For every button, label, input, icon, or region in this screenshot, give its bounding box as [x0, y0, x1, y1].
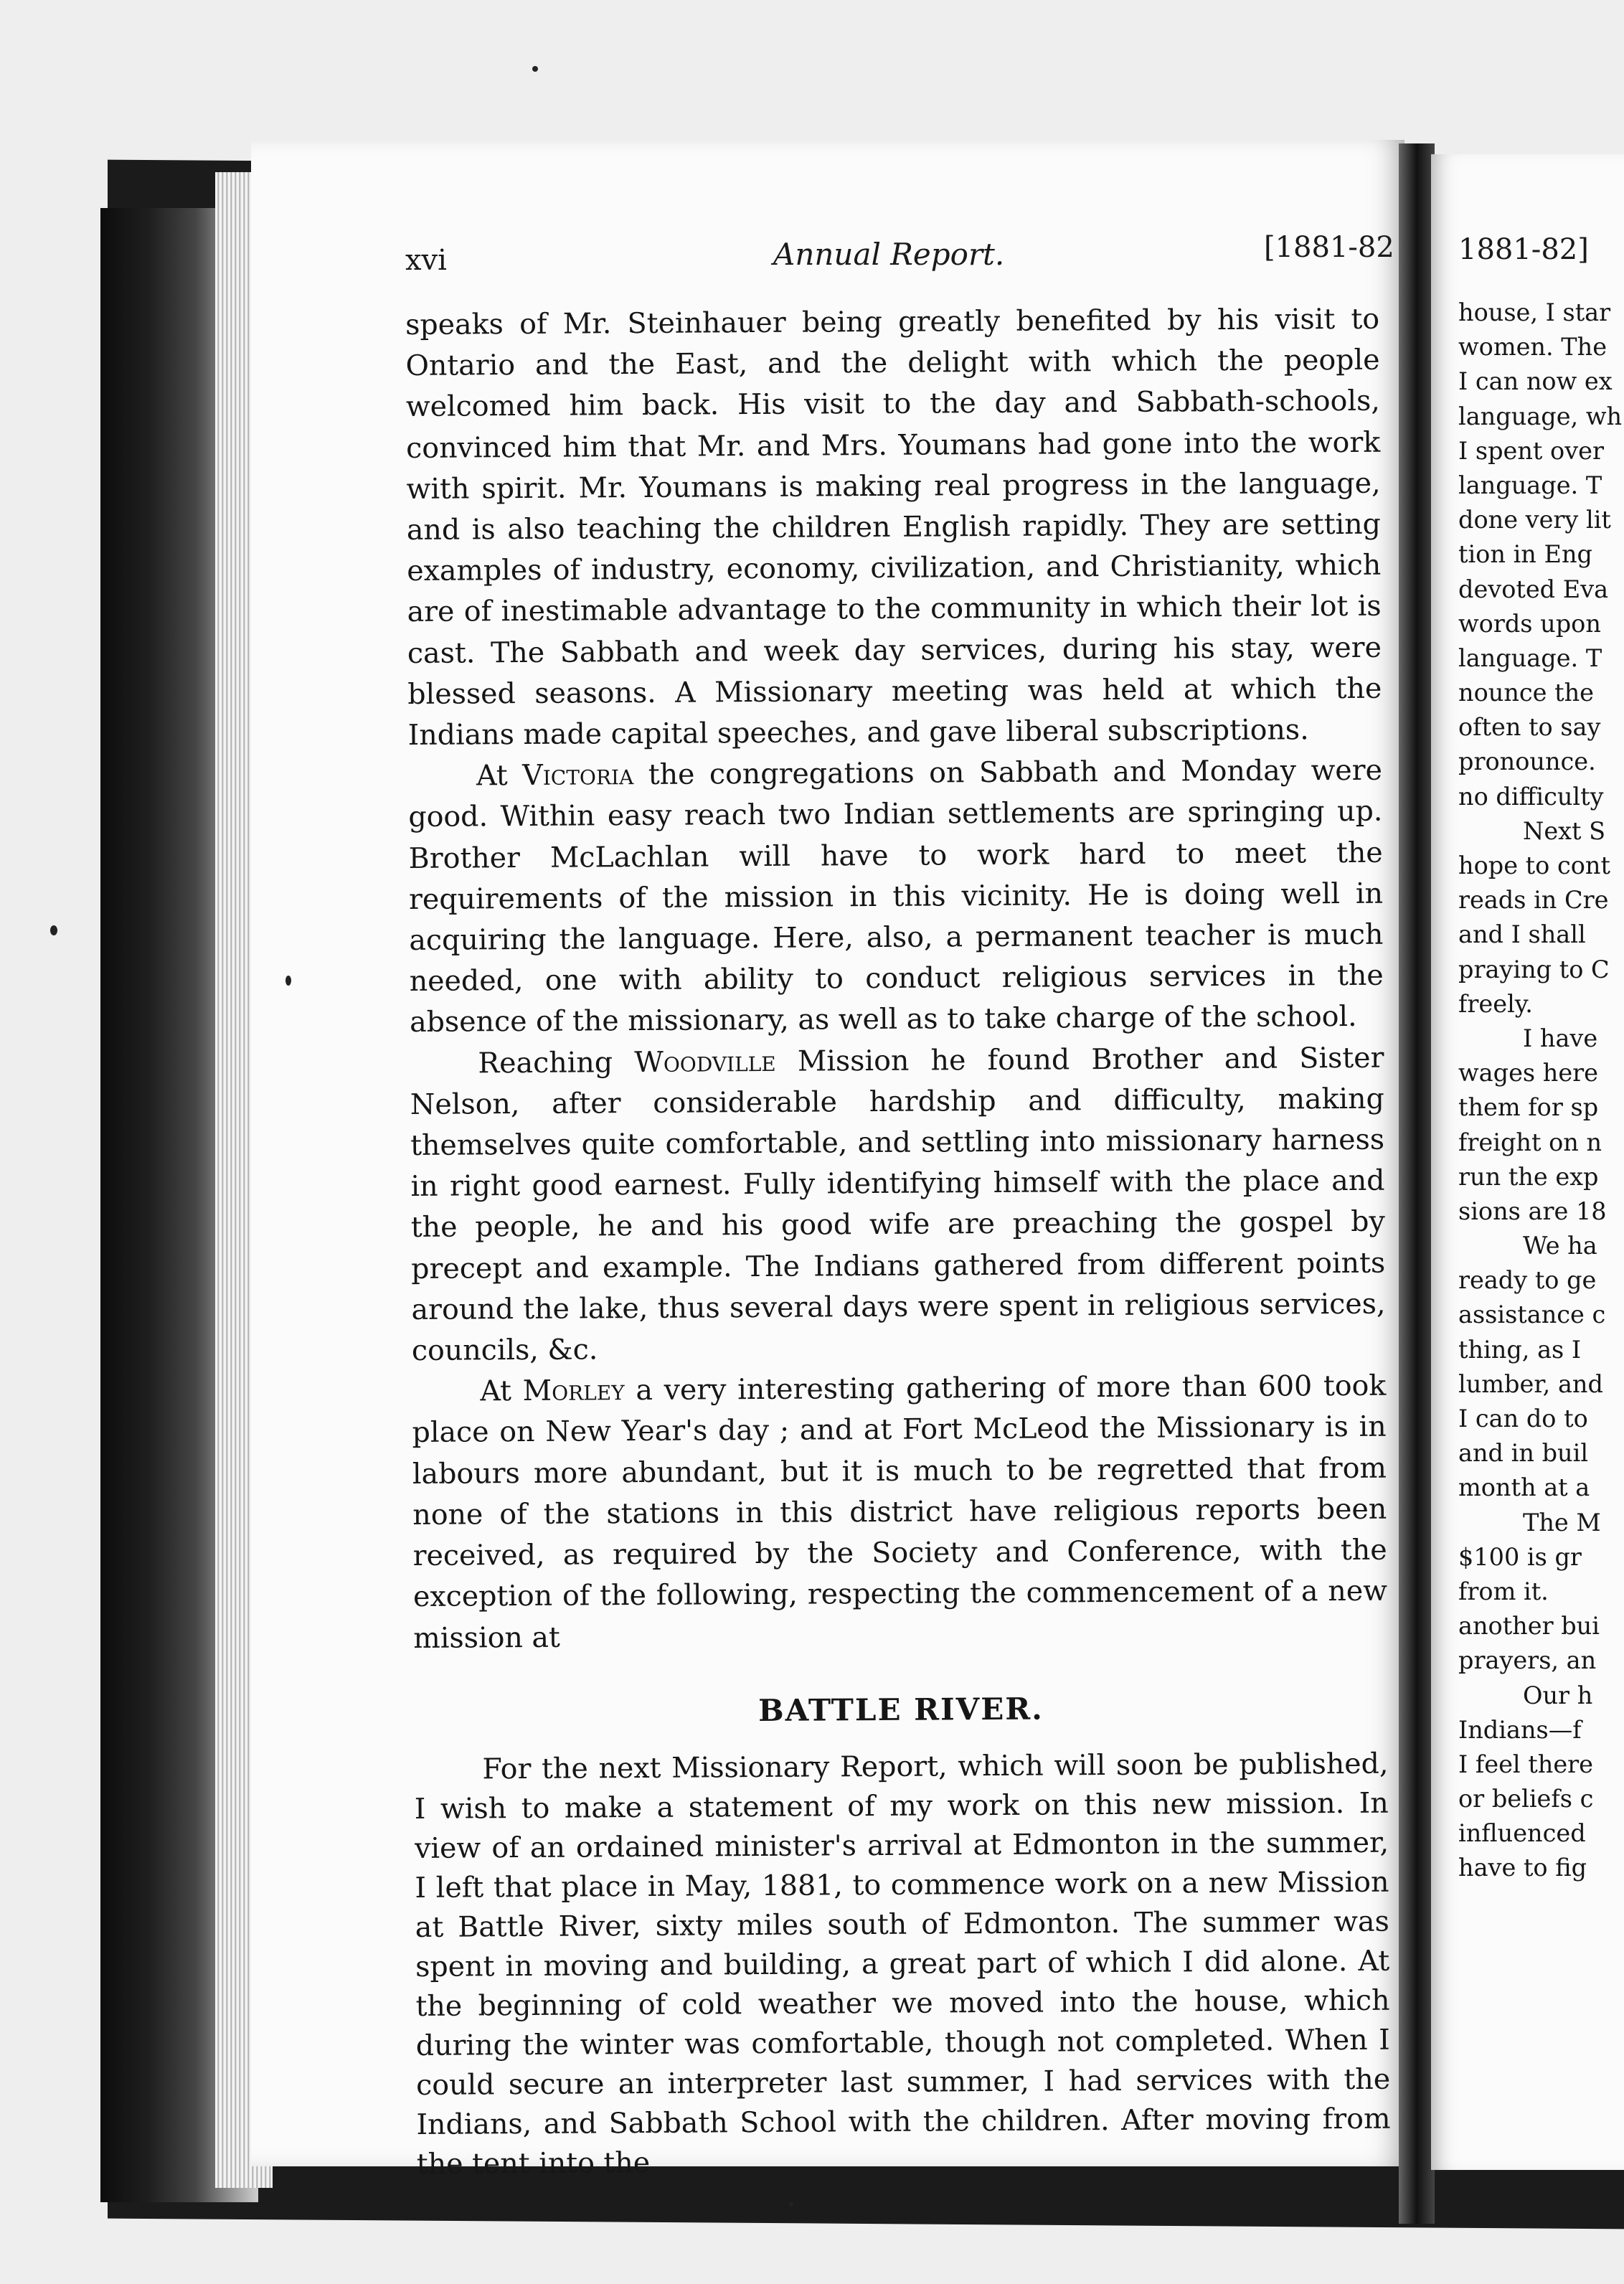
right-line: done very lit — [1458, 506, 1611, 534]
right-line: praying to C — [1458, 955, 1610, 983]
right-line: reads in Cre — [1458, 886, 1609, 915]
right-line: or beliefs c — [1458, 1785, 1594, 1813]
place-name-woodville: Woodville — [634, 1044, 776, 1079]
right-line: lumber, and — [1458, 1369, 1603, 1398]
dust-speck — [532, 66, 538, 72]
paragraph-woodville — [410, 1037, 1386, 1372]
woodville-lead: Reaching — [478, 1045, 635, 1080]
right-line: have to fig — [1458, 1854, 1587, 1882]
right-line: women. The — [1458, 333, 1608, 362]
victoria-text: the congregations on Sabbath and Monday were good. Within easy reach two Indian settlements are springing up. Brother McLachlan will have to work hard to meet the requirements of the mission in this vicinity. He is doing well in acquiring the language. Here, also, a permanent teacher is much needed, one with ability to conduct religious services in the absence of the missionary, as well as to take charge of the school. — [408, 753, 1384, 1039]
place-name-victoria: Victoria — [522, 758, 634, 793]
right-line: another bui — [1458, 1612, 1600, 1641]
right-line: I have — [1523, 1024, 1598, 1052]
right-line: language, wh — [1458, 402, 1623, 430]
right-line: sions are 18 — [1458, 1197, 1607, 1225]
dust-speck — [789, 2202, 793, 2207]
running-year: [1881-82 — [1264, 231, 1394, 264]
paragraph-morley — [412, 1366, 1387, 1659]
right-line: them for sp — [1458, 1093, 1599, 1122]
right-line: wages here — [1458, 1059, 1598, 1087]
right-line: I can do to — [1458, 1405, 1588, 1433]
right-line: words upon — [1458, 609, 1601, 638]
right-line: We ha — [1523, 1232, 1597, 1260]
right-line: The M — [1523, 1508, 1601, 1537]
victoria-lead: At — [476, 759, 523, 793]
right-line: Next S — [1523, 816, 1606, 845]
place-name-morley: Morley — [522, 1374, 625, 1408]
right-page-body — [1458, 296, 1624, 1886]
dust-speck — [50, 925, 57, 935]
right-line: freight on n — [1458, 1128, 1602, 1156]
right-line: hope to cont — [1458, 851, 1610, 879]
page-number: xvi — [405, 244, 447, 277]
paragraph-victoria — [408, 750, 1384, 1044]
right-line: house, I star — [1458, 298, 1611, 326]
dust-speck — [285, 976, 291, 986]
right-line: devoted Eva — [1458, 575, 1609, 603]
right-line: language. T — [1458, 471, 1602, 499]
morley-lead: At — [480, 1374, 523, 1408]
right-line: often to say — [1458, 713, 1601, 742]
right-line: and in buil — [1458, 1439, 1589, 1468]
paragraph-battle-river: For the next Missionary Report, which will soon be published, I wish to make a statement of my work on this new mission. In view of an ordained minister's arrival at Edmonton in the summer, I left that place in May, 1881, to commence work on a new Mission at Battle River, sixty miles south of Edmonton. The summer was spent in moving and building, a great part of which I did alone. At the beginning of cold weather we moved into the house, which during the winter was comfortable, though not completed. When I could secure an interpreter last summer, I had services with the Indians, and Sabbath School with the children. After moving from the tent into the — [414, 1747, 1391, 2181]
right-line: prayers, an — [1458, 1646, 1597, 1675]
right-line: $100 is gr — [1458, 1542, 1582, 1571]
section-heading: BATTLE RIVER. — [757, 1691, 1044, 1728]
right-line: I can now ex — [1458, 367, 1613, 396]
morley-text: a very interesting gathering of more than 600 took place on New Year's day ; and at Fort McLeod the Missionary is in labours more abundant, but it is much to be regretted that from none of the stations in this district have religious reports been received, as required by the Society and Conference, with the exception of the following, respecting the commencement of a new mission at — [412, 1369, 1388, 1655]
woodville-text: Mission he found Brother and Sister Nelson, after considerable hardship and difficulty, making themselves quite comfortable, and settling into missionary harness in right good earnest. Fully identifying himself with the place and the people, he and his good wife are preaching the gospel by precept and example. The Indians gathered from different points around the lake, thus several days were spent in religious services, councils, &c. — [410, 1041, 1386, 1368]
right-running-year: 1881-82] — [1458, 233, 1589, 266]
right-line: Our h — [1523, 1681, 1593, 1709]
right-line: nounce the — [1458, 679, 1594, 707]
right-line: from it. — [1458, 1577, 1549, 1605]
right-line: thing, as I — [1458, 1335, 1582, 1364]
right-line: assistance c — [1458, 1301, 1606, 1329]
right-line: no difficulty — [1458, 782, 1604, 811]
paragraph-steinhauer: speaks of Mr. Steinhauer being greatly benefited by his visit to Ontario and the East, and the delight with which the people welcomed him back. His visit to the day and Sabbath-schools, convinced him that Mr. and Mrs. Youmans had gone into the work with spirit. Mr. Youmans is making real progress in the language, and is also teaching the children English rapidly. They are setting examples of industry, economy, civilization, and Christianity, which are of inestimable advantage to the community in which their lot is cast. The Sabbath and week day services, during his stay, were blessed seasons. A Missionary meeting was held at which the Indians made capital speeches, and gave liberal subscriptions. — [405, 302, 1382, 752]
right-line: tion in Eng — [1458, 540, 1592, 569]
right-line: pronounce. — [1458, 747, 1596, 776]
right-line: freely. — [1458, 989, 1533, 1018]
right-line: I feel there — [1458, 1750, 1593, 1778]
right-line: Indians—f — [1458, 1715, 1582, 1744]
right-line: and I shall — [1458, 920, 1586, 949]
right-line: language. T — [1458, 643, 1602, 672]
book-gutter — [1399, 143, 1435, 2224]
left-page-body — [405, 299, 1391, 2184]
right-line: month at a — [1458, 1473, 1590, 1502]
right-line: run the exp — [1458, 1162, 1599, 1191]
right-line: ready to ge — [1458, 1266, 1597, 1295]
right-line: influenced — [1458, 1819, 1586, 1848]
right-line: I spent over — [1458, 436, 1604, 465]
running-title: Annual Report. — [773, 237, 1005, 272]
